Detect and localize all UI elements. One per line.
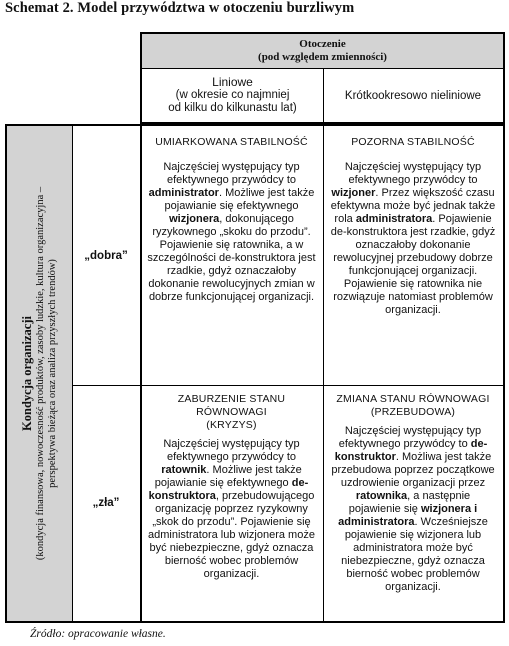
cell-good-linear-head: UMIARKOWANA STABILNOŚĆ	[155, 136, 308, 148]
cell-bad-linear-body	[146, 438, 317, 581]
environment-header	[140, 32, 505, 68]
text-part: , dokonującego ryzykownego „skoku do przodu”. Pojawienie się ratownika, a w szczególności de-konstruktora jest rzadkie, gdyż oznaczałoby dokonanie rewolucyjnych zmian w dobrze funkcjonującej organizacji.	[147, 213, 316, 303]
cell-bad-linear-subhead: (KRYZYS)	[206, 419, 257, 431]
cell-good-linear-body	[146, 161, 317, 304]
source-note: Źródło: opracowanie własne.	[30, 628, 166, 640]
text-part: Najczęściej występujący typ efektywnego przywódcy to	[163, 438, 300, 463]
cell-bad-linear-head: ZABURZENIE STANU RÓWNOWAGI	[177, 393, 286, 418]
text-part: Najczęściej występujący typ efektywnego przywódcy to	[344, 161, 482, 186]
schema-title: Schemat 2. Model przywództwa w otoczeniu burzliwym	[5, 0, 355, 16]
leader-type: ratownika	[355, 490, 408, 502]
text-part: . Możliwa jest także przebudowa poprzez początkowe uzdrowienie organizacji przez	[331, 451, 495, 489]
text-part: . Pojawienie de-konstruktora jest rzadkie, gdyż oznaczałoby dokonanie rewolucyjnej przebudowy dobrze funkcjonującej organizacji. Pojawienie się ratownika nie rozwiązuje natomiast problemów organizacji.	[330, 213, 496, 316]
leader-type: wizjonera	[169, 213, 220, 225]
text-part: . Możliwe jest także pojawianie się efektywnego	[164, 187, 315, 212]
row-label-good	[72, 124, 142, 386]
cell-good-nonlinear	[323, 124, 505, 386]
text-part: Najczęściej występujący typ efektywnego przywódcy to	[338, 425, 482, 450]
cell-bad-nonlinear-body	[329, 425, 497, 594]
cell-bad-nonlinear	[323, 385, 505, 623]
leader-type: de-konstruktora	[148, 477, 309, 502]
condition-header	[5, 124, 73, 623]
cell-good-nonlinear-head: POZORNA STABILNOŚĆ	[351, 136, 475, 148]
cell-bad-nonlinear-head: ZMIANA STANU RÓWNOWAGI	[336, 393, 490, 405]
condition-sub1: (kondycja finansowa, nowoczesność produktów, zasoby ludzkie, kultura organizacyjna –	[35, 186, 47, 561]
leader-type: administratora	[355, 213, 433, 225]
row-bad-text: „zła”	[92, 497, 120, 509]
cell-bad-linear	[140, 385, 324, 623]
leader-type: wizjonera i administratora	[338, 503, 478, 528]
leader-type: wizjoner	[331, 187, 376, 199]
condition-sub2: perspektywa bieżąca oraz analiza przyszłych trendów)	[47, 259, 59, 488]
leader-type: de-konstruktor	[334, 438, 488, 463]
environment-label: Otoczenie	[299, 38, 346, 50]
text-part: . Możliwe jest także pojawianie się efektywnego	[154, 464, 302, 489]
column-nonlinear-label: Krótkookresowo nieliniowe	[344, 89, 482, 102]
leader-type: administrator	[148, 187, 219, 199]
row-label-bad	[72, 385, 142, 623]
text-part: , przebudowującego organizację poprzez ryzykowny „skok do przodu”. Pojawienie się administratora lub wizjonera może być niebezpieczne, gdyż oznacza bierność wobec problemów organizacji.	[148, 490, 315, 580]
column-linear-label: Liniowe	[212, 75, 253, 89]
text-part: . Przez większość czasu efektywna może być jednak także rola	[330, 187, 496, 225]
condition-label: Kondycja organizacji	[20, 316, 35, 431]
row-good-text: „dobra”	[84, 249, 128, 262]
column-linear-sub2: od kilku do kilkunastu lat)	[168, 102, 297, 114]
column-header-nonlinear	[323, 68, 505, 124]
leader-type: ratownik	[161, 464, 207, 476]
column-linear-sub1: (w okresie co najmniej	[175, 89, 290, 101]
cell-good-nonlinear-body	[329, 161, 497, 317]
cell-bad-nonlinear-subhead: (PRZEBUDOWA)	[370, 406, 456, 418]
text-part: , a następnie pojawienie się	[348, 490, 471, 515]
column-header-linear	[140, 68, 324, 124]
environment-sub: (pod względem zmienności)	[258, 51, 387, 63]
text-part: Najczęściej występujący typ efektywnego przywódcy to	[163, 161, 300, 186]
condition-text	[20, 187, 59, 560]
text-part: . Wcześniejsze pojawienie się wizjonera lub administratora może być niebezpieczne, gdyż oznacza bierność wobec problemów organizacji.	[341, 516, 488, 593]
cell-good-linear	[140, 124, 324, 386]
